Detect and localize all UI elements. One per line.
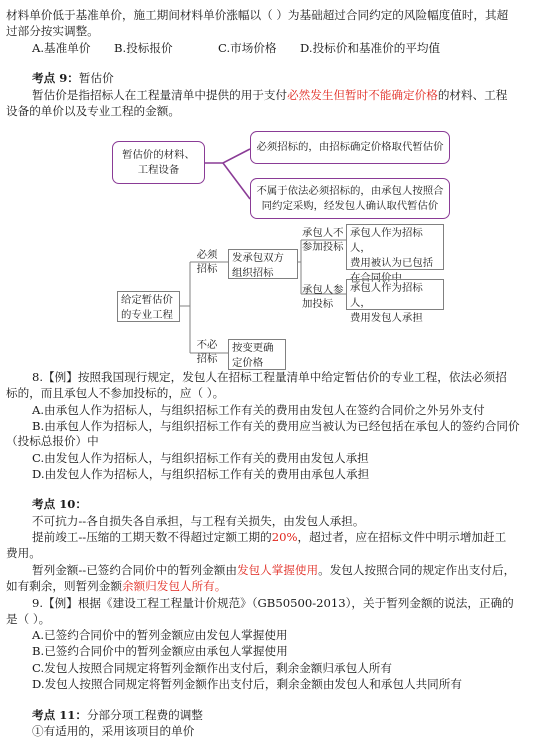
q8-line2: 标的，而且承包人不参加投标的，应（ ）。 <box>6 386 225 400</box>
kp11-heading-line <box>32 708 203 723</box>
q9-option-b: B.已签约合同价中的暂列金额应由承包人掌握使用 <box>32 644 288 658</box>
diagram2-sub-bid: 承包人参 加投标 <box>302 284 344 310</box>
kp10-early-highlight: 20% <box>271 530 298 544</box>
kp10-early-text: 提前竣工--压缩的工期天数不得超过定额工期的 <box>32 530 272 544</box>
q9-option-a: A.已签约合同价中的暂列金额应由发包人掌握使用 <box>32 628 288 642</box>
q8-option-c: C.由发包人作为招标人，与组织招标工作有关的费用由发包人承担 <box>32 451 369 465</box>
intro-option-b: B.投标报价 <box>114 41 173 55</box>
kp11-item1: ①有适用的，采用该项目的单价 <box>32 724 195 738</box>
kp9-text-highlight: 必然发生但暂时不能确定价格 <box>287 88 438 102</box>
q8-option-a: A.由承包人作为招标人，与组织招标工作有关的费用由发包人在签约合同价之外另外支付 <box>32 403 485 417</box>
kp9-text-before: 暂估价是指招标人在工程量清单中提供的用于支付 <box>32 88 288 102</box>
kp9-paragraph-line2: 设备的单价以及专业工程的金额。 <box>6 104 180 118</box>
diagram1-must-tender <box>250 131 450 164</box>
q8-option-b-cont: （投标总报价）中 <box>6 434 99 448</box>
kp10-provisional-line2 <box>6 579 226 594</box>
diagram2-node-must: 发承包双方 组织招标 <box>228 249 298 279</box>
kp10-provisional-line1 <box>32 563 515 578</box>
kp9-heading: 考点 9： <box>32 71 79 85</box>
diagram2-node-not: 按变更确 定价格 <box>228 339 286 370</box>
diagram1-not-must-tender <box>250 178 450 219</box>
kp10-prov-text-after: 。发包人按照合同的规定作出支付后， <box>318 563 516 577</box>
diagram1-root-label: 暂估价的材料、 工程设备 <box>122 148 195 176</box>
q9-line2: 是（ ）。 <box>6 612 51 626</box>
q9-option-c: C.发包人按照合同规定将暂列金额作出支付后，剩余金额归承包人所有 <box>32 661 392 675</box>
diagram2-branch-must: 必须 招标 <box>196 249 218 275</box>
q8-option-d: D.由发包人作为招标人，与组织招标工作有关的费用由承包人承担 <box>32 467 370 481</box>
diagram1-not-must-tender-label: 不属于依法必须招标的，由承包人按照合 同约定采购，经发包人确认取代暂估价 <box>256 184 444 212</box>
kp10-prov2-text: 如有剩余，则暂列金额 <box>6 579 122 593</box>
intro-question-line2: 过部分按实调整。 <box>6 24 99 38</box>
diagram2-branch-not: 不必 招标 <box>196 339 218 365</box>
diagram2-sub-no-bid: 承包人不 参加投标 <box>302 227 344 253</box>
kp10-prov2-highlight: 余额归发包人所有。 <box>121 579 227 593</box>
kp10-heading: 考点 10： <box>32 497 87 511</box>
kp10-early-text-after: ，超过者，应在招标文件中明示增加赶工 <box>297 530 507 544</box>
q8-line1: 8.【例】按照我国现行规定，发包人在招标工程量清单中给定暂估价的专业工程，依法必须招 <box>32 370 507 384</box>
intro-question-line1: 材料单价低于基准单价，施工期间材料单价涨幅以（ ）为基础超过合同约定的风险幅度值时，其超 <box>6 8 509 22</box>
kp9-text-after: 的材料、工程 <box>437 88 508 102</box>
diagram2-leaf-no-bid: 承包人作为招标人， 费用被认为已包括 在合同价中 <box>346 224 444 270</box>
q8-option-b: B.由承包人作为招标人，与组织招标工作有关的费用应当被认为已经包括在承包人的签约合同价 <box>32 419 520 433</box>
kp10-prov-highlight: 发包人掌握使用 <box>236 563 319 577</box>
kp10-early-completion-line2: 费用。 <box>6 546 41 560</box>
intro-option-c: C.市场价格 <box>218 41 277 55</box>
diagram2-root: 给定暂估价 的专业工程 <box>117 291 180 322</box>
kp9-topic: 暂估价 <box>78 71 114 85</box>
diagram2-leaf-bid: 承包人作为招标人， 费用发包人承担 <box>346 279 444 310</box>
intro-option-d: D.投标价和基准价的平均值 <box>300 41 441 55</box>
kp10-early-completion-line1 <box>32 530 506 545</box>
kp11-heading: 考点 11： <box>32 708 87 722</box>
diagram1-must-tender-label: 必须招标的，由招标确定价格取代暂估价 <box>256 141 444 153</box>
kp10-force-majeure: 不可抗力--各自损失各自承担，与工程有关损失，由发包人承担。 <box>32 514 365 528</box>
q9-line1: 9.【例】根据《建设工程工程量计价规范》（GB50500-2013），关于暂列金额的说法，正确的 <box>32 596 514 610</box>
kp11-topic: 分部分项工程费的调整 <box>86 708 203 722</box>
intro-option-a: A.基准单价 <box>32 41 91 55</box>
diagram1-root <box>112 141 205 184</box>
q9-option-d: D.发包人按照合同规定将暂列金额作出支付后，剩余金额由发包人和承包人共同所有 <box>32 677 462 691</box>
kp10-prov-text: 暂列金额--已签约合同价中的暂列金额由 <box>32 563 237 577</box>
